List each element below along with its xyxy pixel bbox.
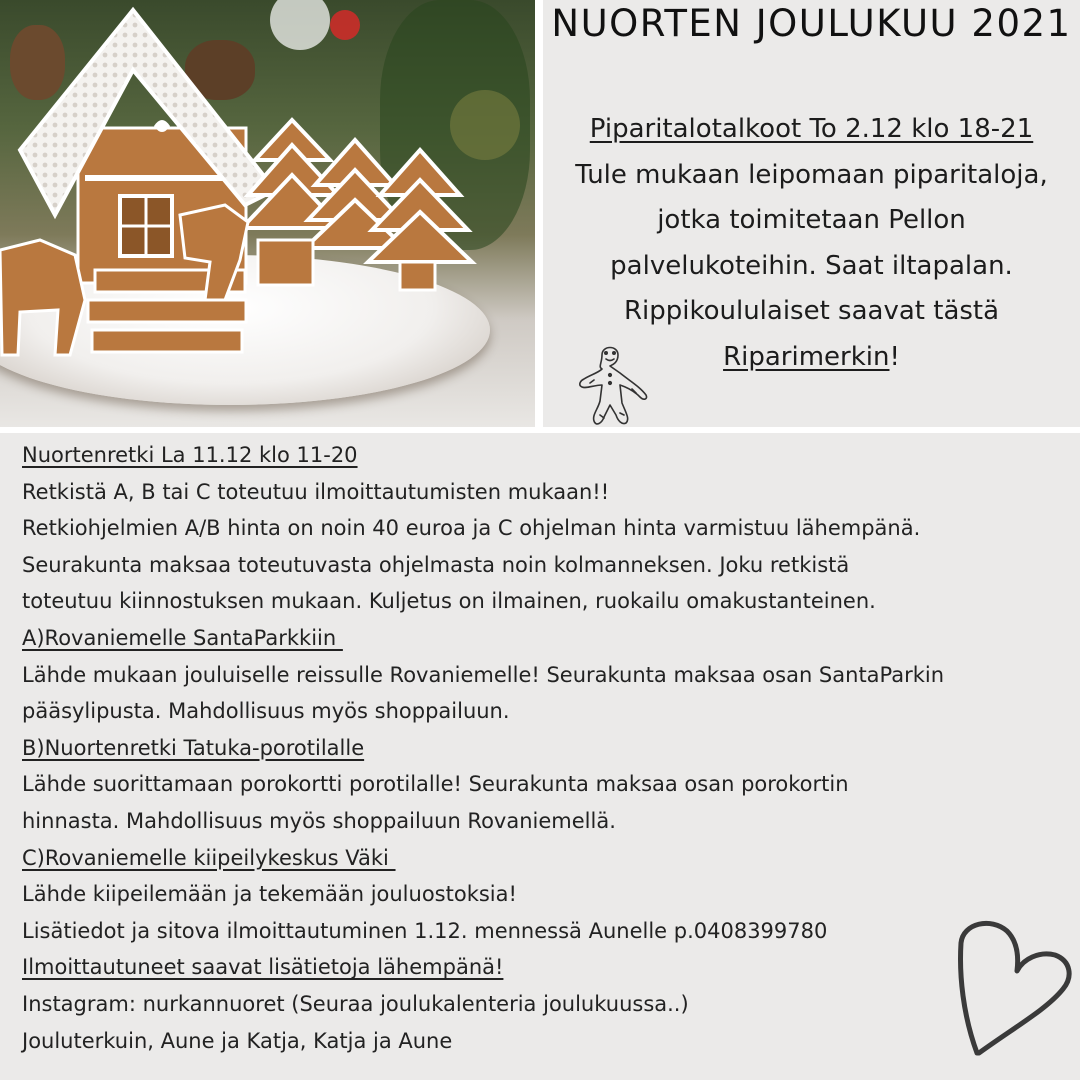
event-heading-baking: Piparitalotalkoot To 2.12 klo 18-21 <box>589 114 1034 144</box>
option-c-heading: C)Rovaniemelle kiipeilykeskus Väki <box>22 845 396 870</box>
option-b-heading: B)Nuortenretki Tatuka-porotilalle <box>22 735 365 760</box>
gingerbread-figures <box>0 0 535 427</box>
greeting: Jouluterkuin, Aune ja Katja, Katja ja Aune <box>22 1028 453 1053</box>
intro-line: Retkistä A, B tai C toteutuu ilmoittautumisten mukaan!! <box>22 479 610 504</box>
option-a-heading: A)Rovaniemelle SantaParkkiin <box>22 625 343 650</box>
trip-info-text <box>22 437 1072 1059</box>
option-a-line: Lähde mukaan jouluiselle reissulle Rovaniemelle! Seurakunta maksaa osan SantaParkin <box>22 662 945 687</box>
option-a-line: pääsylipusta. Mahdollisuus myös shoppailuun. <box>22 699 510 724</box>
heart-icon <box>955 915 1075 1060</box>
option-b-line: hinnasta. Mahdollisuus myös shoppailuun Rovaniemellä. <box>22 808 616 833</box>
gingerbread-house-photo <box>0 0 535 427</box>
intro-line: toteutuu kiinnostuksen mukaan. Kuljetus on ilmainen, ruokailu omakustanteinen. <box>22 589 876 614</box>
intro-line: Seurakunta maksaa toteutuvasta ohjelmasta noin kolmanneksen. Joku retkistä <box>22 552 850 577</box>
event-line: Tule mukaan leipomaan piparitaloja, <box>575 159 1048 190</box>
trip-heading: Nuortenretki La 11.12 klo 11-20 <box>22 443 358 467</box>
event-line: jotka toimitetaan Pellon <box>657 205 966 235</box>
event-block-baking <box>543 107 1080 380</box>
riparimerkki-label: Riparimerkin <box>723 341 890 372</box>
option-c-line: Lähde kiipeilemään ja tekemään jouluostoksia! <box>22 882 517 907</box>
trip-info-panel <box>0 433 1080 1080</box>
instagram-line: Instagram: nurkannuoret (Seuraa joulukalenteria joulukuussa..) <box>22 991 689 1016</box>
option-c-line: Lisätiedot ja sitova ilmoittautuminen 1.12. mennessä Aunelle p.0408399780 <box>22 918 828 943</box>
option-b-line: Lähde suorittamaan porokortti porotilalle! Seurakunta maksaa osan porokortin <box>22 772 849 797</box>
registered-note: Ilmoittautuneet saavat lisätietoja lähempänä! <box>22 955 504 980</box>
gingerbread-man-icon <box>576 343 648 427</box>
event-line: palvelukoteihin. Saat iltapalan. <box>610 250 1013 281</box>
event-line: Rippikoululaiset saavat tästä <box>623 296 1000 326</box>
intro-line: Retkiohjelmien A/B hinta on noin 40 euroa ja C ohjelman hinta varmistuu lähempänä. <box>22 516 921 541</box>
badge-suffix: ! <box>889 341 900 372</box>
page-title: NUORTEN JOULUKUU 2021 <box>551 2 1072 45</box>
